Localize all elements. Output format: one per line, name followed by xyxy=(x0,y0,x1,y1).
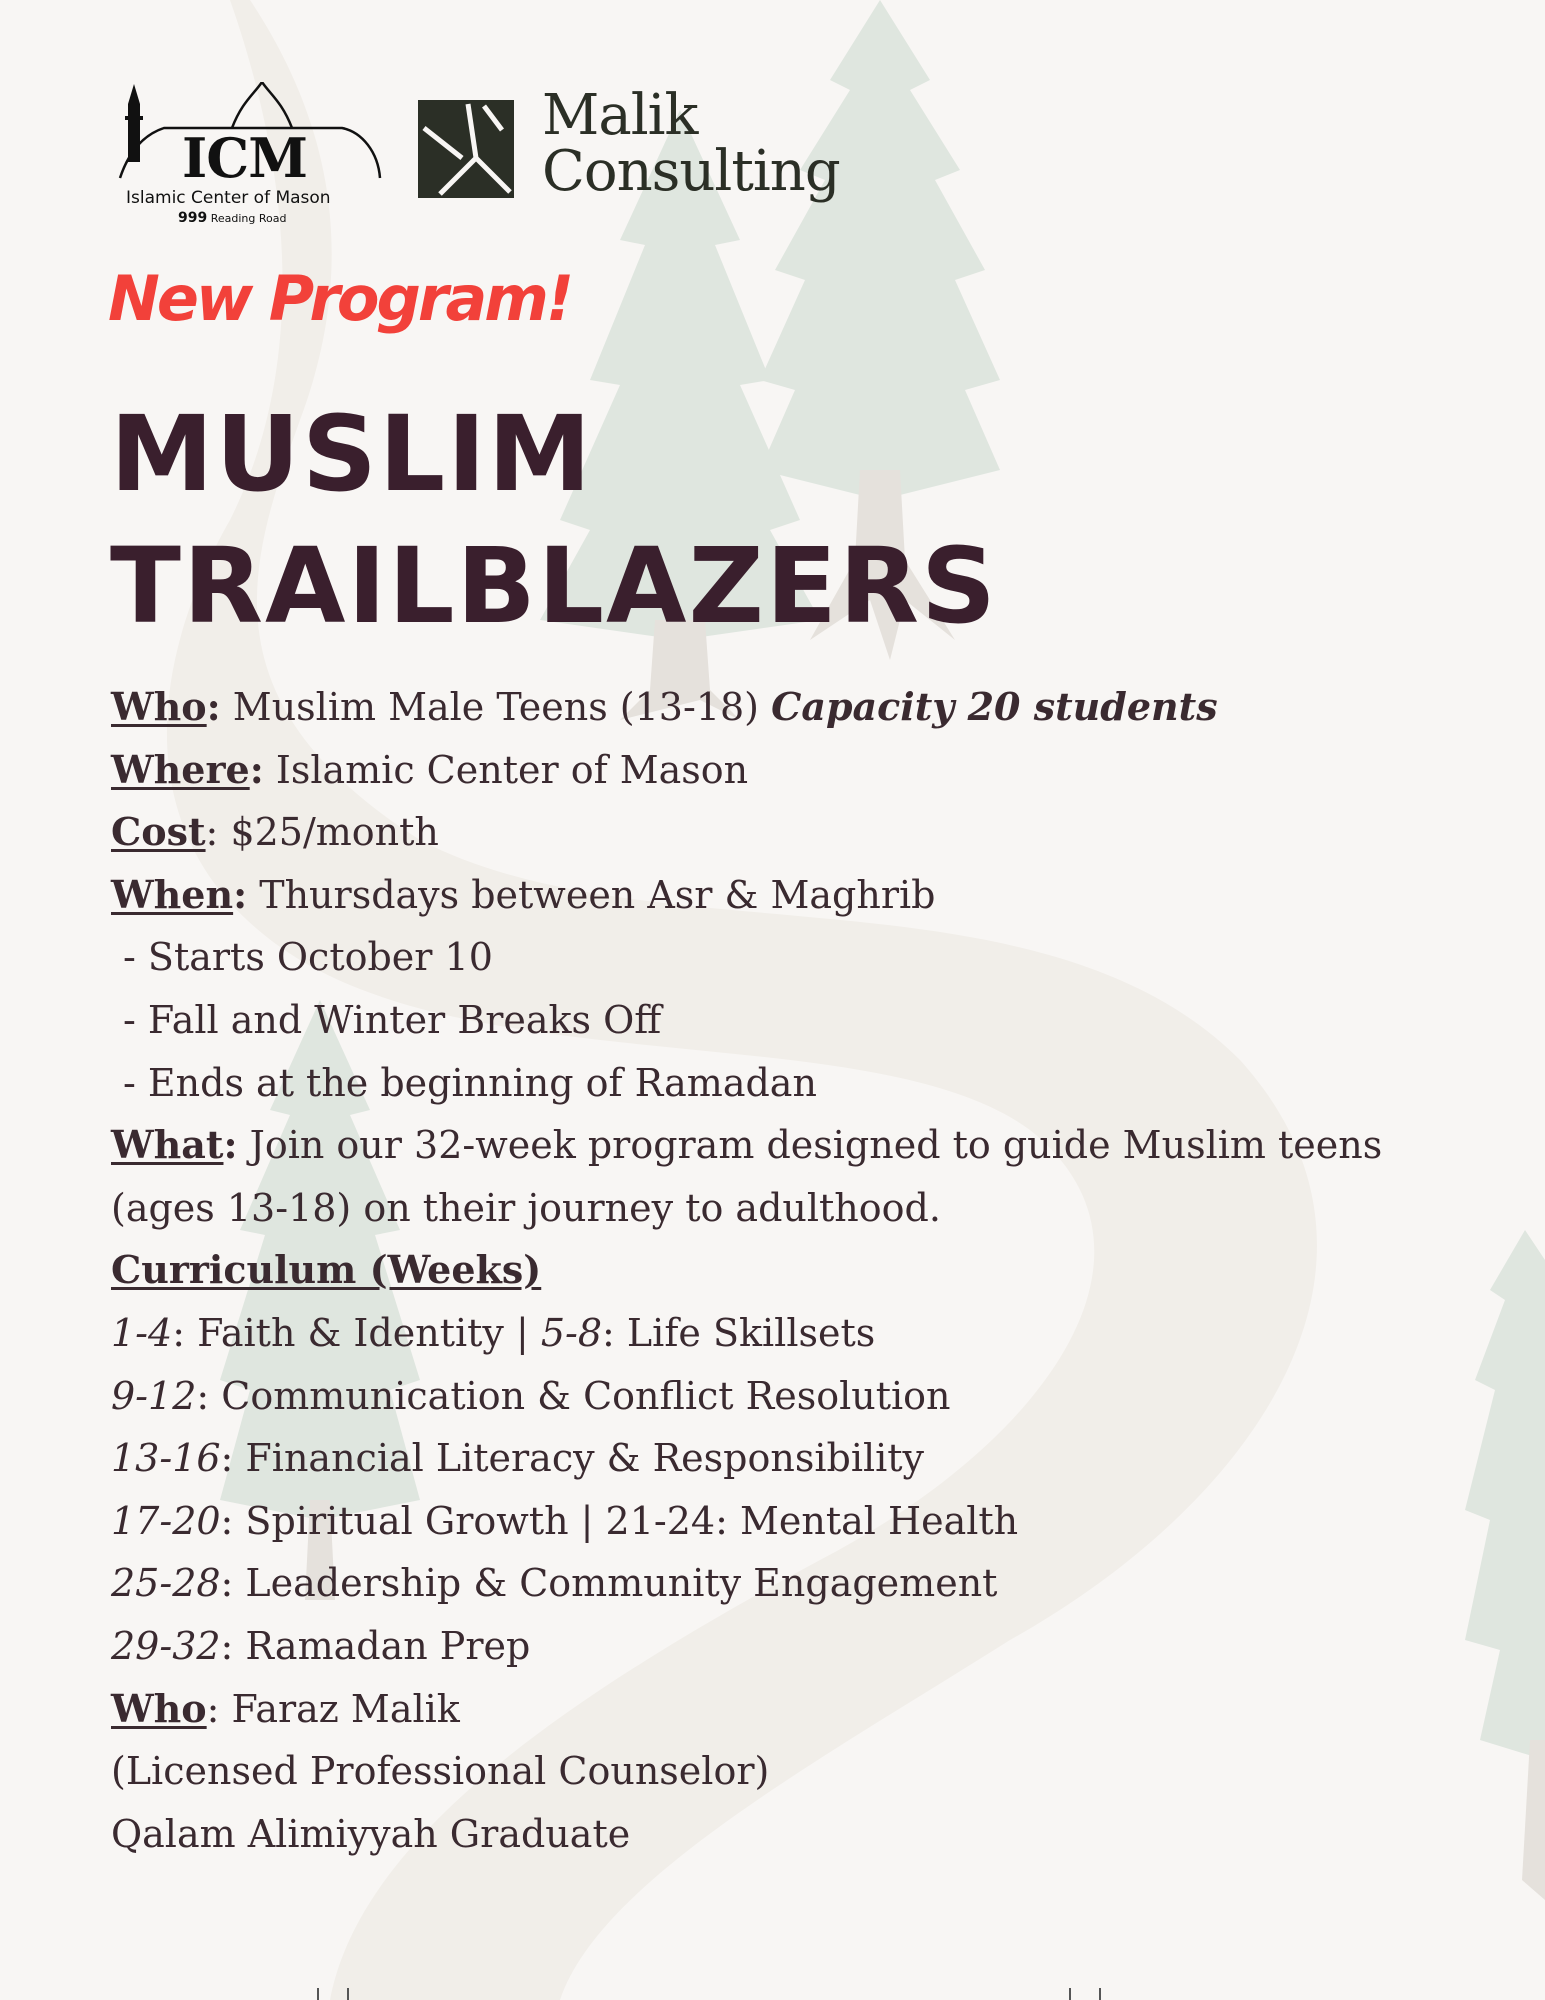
where-value: Islamic Center of Mason xyxy=(275,747,749,792)
week-range: 25-28 xyxy=(111,1561,221,1606)
where-row: Where: Islamic Center of Mason xyxy=(111,746,749,792)
new-program-tag: New Program! xyxy=(108,262,572,335)
week-range: 5-8 xyxy=(540,1310,603,1355)
topic: : Ramadan Prep xyxy=(220,1623,531,1668)
when-note: - Fall and Winter Breaks Off xyxy=(123,997,662,1042)
instructor-label: Who xyxy=(111,1685,207,1731)
week-range: 29-32 xyxy=(111,1623,221,1668)
curriculum-row xyxy=(111,1490,1441,1553)
icm-logo xyxy=(112,82,382,232)
title-line-2: TRAILBLAZERS xyxy=(110,525,998,647)
who-row: Who: Muslim Male Teens (13-18) Capacity 20 students xyxy=(111,684,1218,729)
topic: : Spiritual Growth | 21-24: Mental Health xyxy=(220,1498,1019,1543)
instructor-credential: (Licensed Professional Counselor) xyxy=(111,1749,770,1794)
instructor-name: Faraz Malik xyxy=(231,1686,460,1731)
when-value: Thursdays between Asr & Maghrib xyxy=(259,872,936,917)
malik-consulting-name xyxy=(542,83,840,204)
malik-consulting-mark-icon xyxy=(418,100,514,198)
when-note: - Ends at the beginning of Ramadan xyxy=(123,1060,817,1105)
curriculum-row xyxy=(111,1427,1441,1490)
cost-value: $25/month xyxy=(230,810,439,855)
cost-label: Cost xyxy=(111,809,206,855)
topic: : Faith & Identity | xyxy=(172,1310,541,1355)
instructor-row: Who: Faraz Malik xyxy=(111,1685,460,1731)
who-label: Who xyxy=(111,684,207,729)
topic: : Financial Literacy & Responsibility xyxy=(220,1436,925,1481)
what-row: What: Join our 32-week program designed to guide Muslim teens (ages 13-18) on their journey to adulthood. xyxy=(111,1122,1383,1230)
week-range: 13-16 xyxy=(111,1436,221,1481)
week-range: 1-4 xyxy=(111,1310,173,1355)
icm-subtitle: Islamic Center of Mason xyxy=(126,188,331,208)
when-row: When: Thursdays between Asr & Maghrib xyxy=(111,871,936,917)
title-line-1: MUSLIM xyxy=(110,393,594,515)
where-label: Where xyxy=(111,746,250,792)
malik-name-line1: Malik xyxy=(542,83,698,148)
what-label: What xyxy=(111,1122,224,1168)
when-label: When xyxy=(111,871,234,917)
icm-address xyxy=(178,210,286,226)
week-range: 9-12 xyxy=(111,1373,197,1418)
malik-name-line2: Consulting xyxy=(542,139,840,204)
icm-address-number: 999 xyxy=(178,210,208,226)
curriculum-row xyxy=(111,1365,1441,1428)
program-details xyxy=(111,676,1441,1865)
what-value: Join our 32-week program designed to guide Muslim teens (ages 13-18) on their journey to adulthood. xyxy=(111,1123,1383,1230)
topic: : Leadership & Community Engagement xyxy=(220,1561,998,1606)
who-value: Muslim Male Teens (13-18) xyxy=(232,685,759,729)
instructor-credential: Qalam Alimiyyah Graduate xyxy=(111,1811,631,1856)
icm-address-street: Reading Road xyxy=(210,212,287,225)
topic: : Communication & Conflict Resolution xyxy=(196,1373,951,1418)
topic: : Life Skillsets xyxy=(602,1310,876,1355)
cost-row: Cost: $25/month xyxy=(111,809,439,855)
curriculum-row xyxy=(111,1552,1441,1615)
curriculum-row xyxy=(111,1615,1441,1678)
capacity-note: Capacity 20 students xyxy=(771,684,1218,729)
program-title xyxy=(110,388,998,652)
week-range: 17-20 xyxy=(111,1498,221,1543)
curriculum-row xyxy=(111,1302,1441,1365)
curriculum-heading: Curriculum (Weeks) xyxy=(111,1247,542,1293)
icm-title: ICM xyxy=(182,126,308,190)
when-note: - Starts October 10 xyxy=(123,935,493,980)
